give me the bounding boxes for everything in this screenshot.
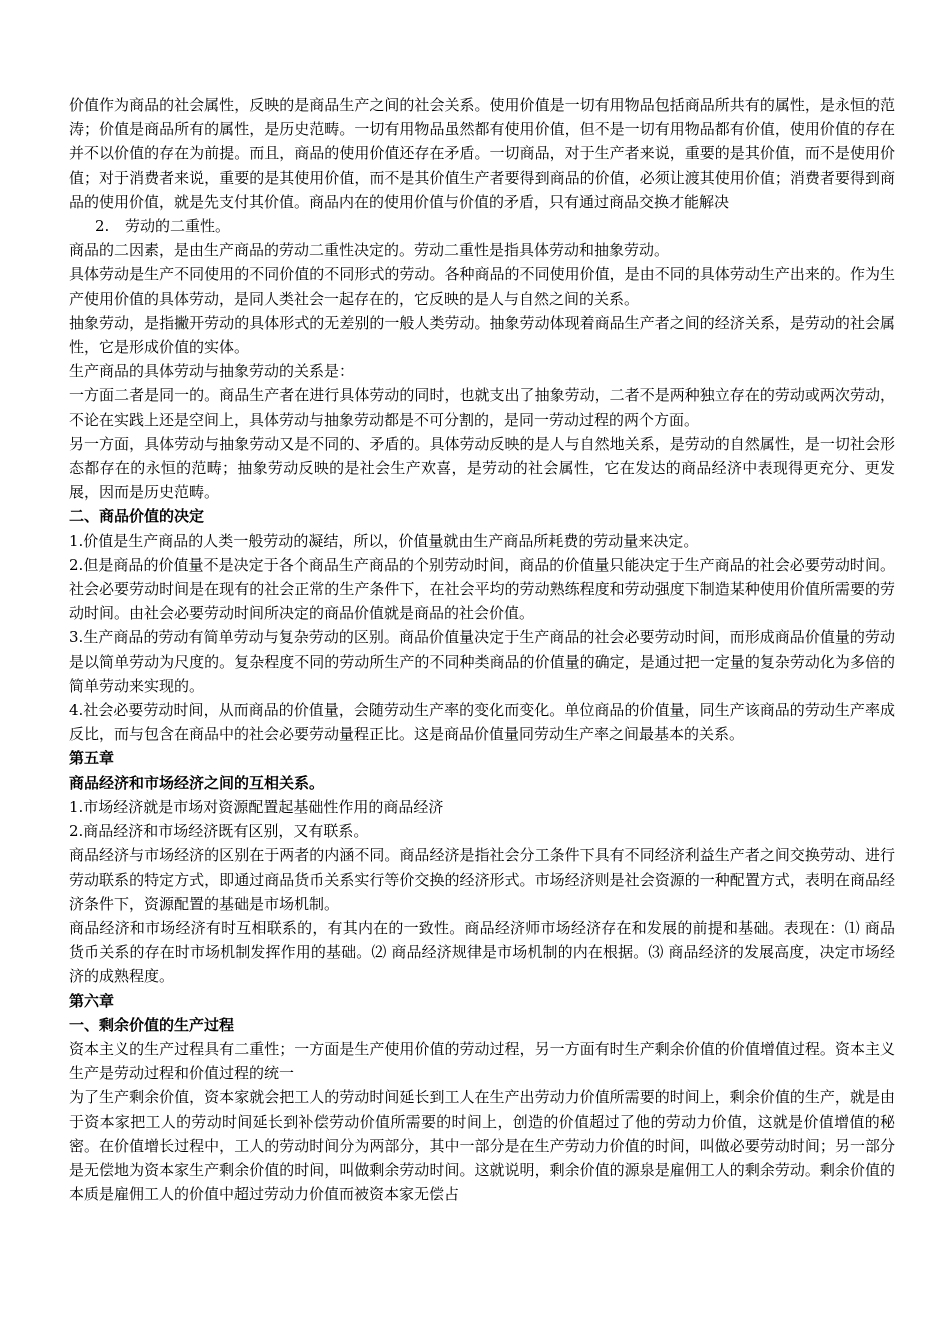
section-heading-value-determination: 二、商品价值的决定 bbox=[69, 507, 205, 526]
paragraph-two-factors: 商品的二因素，是由生产商品的劳动二重性决定的。劳动二重性是指具体劳动和抽象劳动。 bbox=[69, 241, 670, 260]
paragraph-market-point-1: 1.市场经济就是市场对资源配置起基础性作用的商品经济 bbox=[69, 797, 444, 816]
section-heading-commodity-market: 商品经济和市场经济之间的互相关系。 bbox=[69, 773, 325, 792]
paragraph-capitalist-production: 资本主义的生产过程具有二重性；一方面是生产使用价值的劳动过程，另一方面有时生产剩余价值的价值增值过程。资本主义生产是劳动过程和价值过程的统一 bbox=[69, 1039, 895, 1083]
paragraph-market-difference: 商品经济与市场经济的区别在于两者的内涵不同。商品经济是指社会分工条件下具有不同经济利益生产者之间交换劳动、进行劳动联系的特定方式，即通过商品货币关系实行等价交换的经济形式。市场经济则是社会资源的一种配置方式，表明在商品经济条件下，资源配置的基础是市场机制。 bbox=[69, 846, 895, 913]
paragraph-concrete-labor: 具体劳动是生产不同使用的不同价值的不同形式的劳动。各种商品的不同使用价值，是由不同的具体劳动生产出来的。作为生产使用价值的具体劳动，是同人类社会一起存在的，它反映的是人与自然之间的关系。 bbox=[69, 265, 895, 308]
paragraph-relation-intro: 生产商品的具体劳动与抽象劳动的关系是： bbox=[69, 362, 355, 381]
paragraph-abstract-labor: 抽象劳动，是指撇开劳动的具体形式的无差别的一般人类劳动。抽象劳动体现着商品生产者之间的经济关系，是劳动的社会属性，它是形成价值的实体。 bbox=[69, 313, 895, 357]
paragraph-market-point-2: 2.商品经济和市场经济既有区别，又有联系。 bbox=[69, 822, 369, 841]
document-page bbox=[69, 93, 895, 1206]
paragraph-value-point-4: 4.社会必要劳动时间，从而商品的价值量，会随劳动生产率的变化而变化。单位商品的价值量，同生产该商品的劳动生产率成反比，而与包含在商品中的社会必要劳动量程正比。这是商品价值量同劳动生产率之间最基本的关系。 bbox=[69, 701, 895, 744]
paragraph-value-point-1: 1.价值是生产商品的人类一般劳动的凝结，所以，价值量就由生产商品所耗费的劳动量来决定。 bbox=[69, 531, 699, 550]
list-item-text: 劳动的二重性。 bbox=[125, 217, 231, 236]
paragraph-value-social-attribute: 价值作为商品的社会属性，反映的是商品生产之间的社会关系。使用价值是一切有用物品包括商品所共有的属性，是永恒的范涛；价值是商品所有的属性，是历史范畴。一切有用物品虽然都有使用价值，但不是一切有用物品都有价值，使用价值的存在并不以价值的存在为前提。而且，商品的使用价值还存在矛盾。一切商品，对于生产者来说，重要的是其价值，而不是使用价值；对于消费者来说，重要的是其使用价值，而不是其价值生产者要得到商品的价值，必须让渡其使用价值；消费者要得到商品的使用价值，就是先支付其价值。商品内在的使用价值与价值的矛盾，只有通过商品交换才能解决 bbox=[69, 96, 895, 211]
list-item-dual-labor bbox=[69, 214, 895, 238]
chapter-heading-six: 第六章 bbox=[69, 991, 115, 1010]
paragraph-market-connection: 商品经济和市场经济有时互相联系的，有其内在的一致性。商品经济师市场经济存在和发展的前提和基础。表现在：⑴ 商品货币关系的存在时市场机制发挥作用的基础。⑵ 商品经济规律是市场机制的内在根据。⑶ 商品经济的发展高度，决定市场经济的成熟程度。 bbox=[69, 918, 895, 986]
paragraph-value-point-2: 2.但是商品的价值量不是决定于各个商品生产商品的个别劳动时间，商品的价值量只能决定于生产商品的社会必要劳动时间。社会必要劳动时间是在现有的社会正常的生产条件下，在社会平均的劳动熟练程度和劳动强度下制造某种使用价值所需要的劳动时间。由社会必要劳动时间所决定的商品价值就是商品的社会价值。 bbox=[69, 555, 895, 623]
section-heading-surplus-value: 一、剩余价值的生产过程 bbox=[69, 1015, 235, 1034]
paragraph-value-point-3: 3.生产商品的劳动有简单劳动与复杂劳动的区别。商品价值量决定于生产商品的社会必要劳动时间，而形成商品价值量的劳动是以简单劳动为尺度的。复杂程度不同的劳动所生产的不同种类商品的价值量的确定，是通过把一定量的复杂劳动化为多倍的简单劳动来实现的。 bbox=[69, 628, 895, 695]
paragraph-surplus-value-source: 为了生产剩余价值，资本家就会把工人的劳动时间延长到工人在生产出劳动力价值所需要的时间上，剩余价值的生产，就是由于资本家把工人的劳动时间延长到补偿劳动价值所需要的时间上，创造的价值超过了他的劳动力价值，这就是价值增值的秘密。在价值增长过程中，工人的劳动时间分为两部分，其中一部分是在生产劳动力价值的时间，叫做必要劳动时间；另一部分是无偿地为资本家生产剩余价值的时间，叫做剩余劳动时间。这就说明，剩余价值的源泉是雇佣工人的剩余劳动。剩余价值的本质是雇佣工人的价值中超过劳动力价值而被资本家无偿占 bbox=[69, 1088, 895, 1204]
paragraph-relation-unity: 一方面二者是同一的。商品生产者在进行具体劳动的同时，也就支出了抽象劳动，二者不是两种独立存在的劳动或两次劳动，不论在实践上还是空间上，具体劳动与抽象劳动都是不可分割的，是同一劳动过程的两个方面。 bbox=[69, 386, 895, 429]
chapter-heading-five: 第五章 bbox=[69, 749, 115, 768]
paragraph-relation-contradiction: 另一方面，具体劳动与抽象劳动又是不同的、矛盾的。具体劳动反映的是人与自然地关系，是劳动的自然属性，是一切社会形态都存在的永恒的范畴；抽象劳动反映的是社会生产欢喜，是劳动的社会属性，它在发达的商品经济中表现得更充分、更发展，因而是历史范畴。 bbox=[69, 434, 895, 502]
list-item-number: 2. bbox=[95, 217, 110, 236]
